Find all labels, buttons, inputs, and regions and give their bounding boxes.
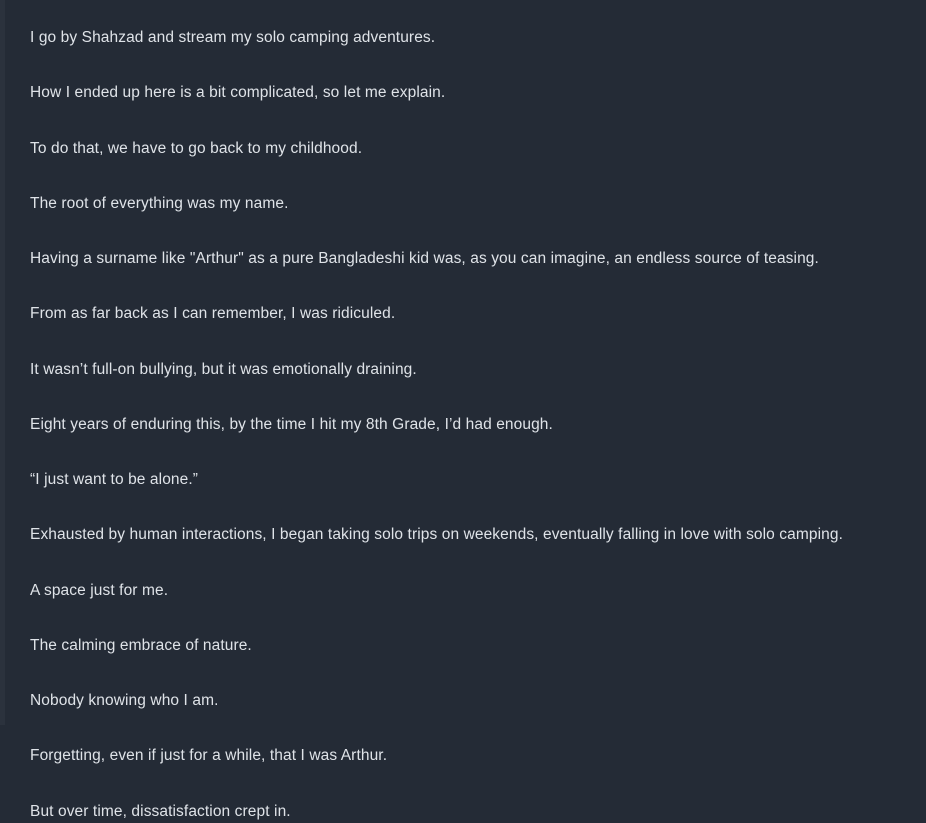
- paragraph: How I ended up here is a bit complicated, so let me explain.: [30, 84, 446, 102]
- paragraph: But over time, dissatisfaction crept in.: [30, 802, 291, 820]
- paragraph: Having a surname like "Arthur" as a pure Bangladeshi kid was, as you can imagine, an endless source of teasing.: [30, 250, 819, 267]
- paragraph: I go by Shahzad and stream my solo camping adventures.: [30, 29, 436, 46]
- paragraph: The calming embrace of nature.: [30, 636, 252, 654]
- paragraph: A space just for me.: [30, 581, 169, 599]
- paragraph: Eight years of enduring this, by the time I hit my 8th Grade, I’d had enough.: [30, 415, 553, 433]
- paragraph: Nobody knowing who I am.: [30, 692, 219, 709]
- document-body: [30, 26, 896, 823]
- paragraph: To do that, we have to go back to my childhood.: [30, 139, 363, 157]
- paragraph: The root of everything was my name.: [30, 194, 289, 212]
- left-edge-strip: [0, 0, 5, 725]
- paragraph: It wasn’t full-on bullying, but it was emotionally draining.: [30, 360, 417, 378]
- paragraph: Forgetting, even if just for a while, that I was Arthur.: [30, 747, 388, 765]
- paragraph: Exhausted by human interactions, I began taking solo trips on weekends, eventually falling in love with solo camping.: [30, 526, 843, 544]
- paragraph: “I just want to be alone.”: [30, 471, 199, 488]
- paragraph: From as far back as I can remember, I was ridiculed.: [30, 305, 396, 323]
